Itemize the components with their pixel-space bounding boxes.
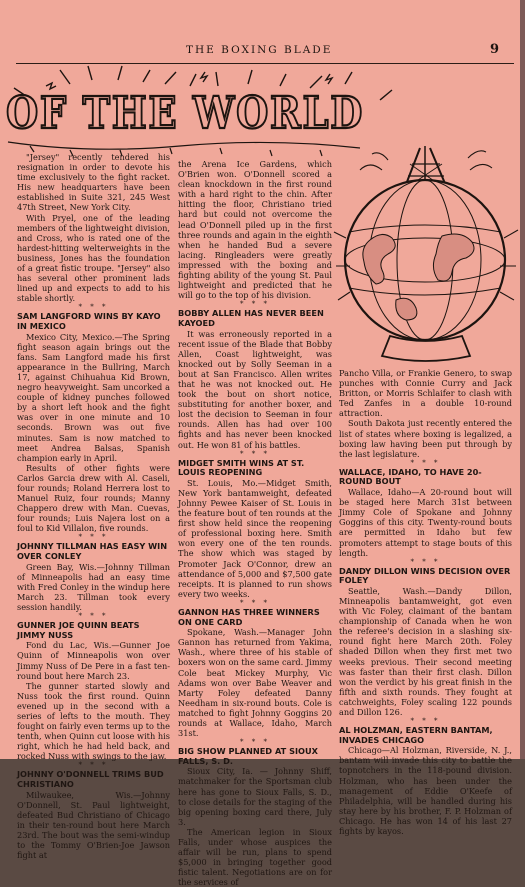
article-headline: MIDGET SMITH WINS AT ST. LOUIS REOPENING <box>178 457 305 478</box>
article-headline: GUNNER JOE QUINN BEATS JIMMY NUSS <box>17 620 140 640</box>
article-paragraph: Results of other fights were Carlos Garcia drew with Al. Caseli, four rounds; Roland Herrera lost to Manuel Ruiz, four rounds; Manny Chappero drew with Man. Cuevas, four rounds; Luis Najera lost on a foul to Kid Villalon, five rounds. <box>17 462 170 534</box>
article-headline: DANDY DILLON WINS DECISION OVER FOLEY <box>339 565 511 586</box>
article-headline: SAM LANGFORD WINS BY KAYO IN MEXICO <box>17 311 161 331</box>
running-title: THE BOXING BLADE <box>186 44 333 56</box>
column-3 <box>339 368 512 836</box>
article-paragraph: The gunner started slowly and Nuss took the first round. Quinn evened up in the second with a series of lefts to the mouth. They fought on fairly even terms up to the tenth, when Quinn cut loose with his right, which he had held back, and rocked Nuss with swings to the jaw. <box>17 680 170 762</box>
article-headline: JOHNNY TILLMAN HAS EASY WIN OVER CONLEY <box>17 541 168 562</box>
article-paragraph: St. Louis, Mo.—Midget Smith, New York bantamweight, defeated Johnny Pewee Kaiser of St. Louis in the feature bout of ten rounds at the first show held since the reopening of professional boxing here. Smith won every one of the ten rounds. The show which was staged by Promoter Jack O'Connor, drew an attendance of 5,000 and $7,500 gate receipts. It is planned to run shows every two weeks. <box>178 477 332 599</box>
section-divider: * * * <box>78 303 109 312</box>
article-paragraph: Milwaukee, Wis.—Johnny O'Donnell, St. Paul lightweight, defeated Bud Christiano of Chicago in their ten-round bout here March 23rd. The bout was the semi-windup to the Tommy O'Brien-Joe Jawson fight at <box>17 789 170 861</box>
column-1 <box>17 152 170 860</box>
banner-text: OF THE WORLD <box>6 88 364 139</box>
article-paragraph: Seattle, Wash.—Dandy Dillon, Minneapolis bantamweight, got even with Vic Foley, claimant of the bantam championship of Canada when he won the referee's decision in a slashing six-round fight here March 20th. Foley shaded Dillon when they first met two weeks previous. Their second meeting was faster than their first clash. Dillon won the verdict by his great finish in the fifth and sixth rounds. They fought at catchweights, Foley scaling 122 pounds and Dillon 126. <box>339 585 512 717</box>
page-number: 9 <box>490 42 500 57</box>
globe-illustration <box>330 140 520 368</box>
article-headline: GANNON HAS THREE WINNERS ON ONE CARD <box>178 606 320 627</box>
running-head <box>0 44 520 58</box>
section-divider: * * * <box>410 458 441 467</box>
article-paragraph: South Dakota just recently entered the list of states where boxing is legalized, a boxing law having been put through by the last legislature. <box>339 418 512 459</box>
article-paragraph: Chicago—Al Holzman, Riverside, N. J., bantam will invade this city to battle the topnotchers in the 118-pound division. Holzman, who has been under the management of Eddie O'Keefe of Philadelphia, will be handled during his stay here by his brother, F. P. Holzman of Chicago. He has won 14 of his last 27 fights by kayos. <box>339 745 512 837</box>
article-headline: AL HOLZMAN, EASTERN BANTAM, INVADES CHICAGO <box>339 725 493 745</box>
section-divider: * * * <box>78 612 109 621</box>
article-headline: JOHNNY O'DONNELL TRIMS BUD CHRISTIANO <box>17 769 164 790</box>
section-divider: * * * <box>410 557 441 566</box>
section-divider: * * * <box>78 533 109 542</box>
article-headline: BIG SHOW PLANNED AT SIOUX FALLS, S. D. <box>178 746 318 766</box>
article-paragraph: It was erroneously reported in a recent issue of the Blade that Bobby Allen, Coast lightweight, was knocked out by Solly Seeman in a bout at San Francisco. Allen writes that he was not knocked out. He took the bout on short notice, substituting for another boxer, and lost the decision to Seeman in four rounds. Allen has had over 100 fights and has never been knocked out. He won 81 of his battles. <box>178 328 332 450</box>
article-paragraph: Mexico City, Mexico.—The Spring fight season again brings out the fans. Sam Langford made his first appearance in the Bullring, March 17, against Chihuahua Kid Brown, negro heavyweight. Sam uncorked a couple of kidney punches followed by a short left hook and the fight was over in one minute and 10 seconds. Brown was out five minutes. Sam is now matched to meet Andrea Balsas, Spanish champion early in April. <box>17 331 170 463</box>
article-paragraph: the Arena Ice Gardens, which O'Brien won. O'Donnell scored a clean knockdown in the first round with a hard right to the chin. After hitting the floor, Christiano tried hard but could not overcome the lead O'Donnell piled up in the first three rounds and again in the eighth when he handed Bud a severe lacing. Ringleaders were greatly impressed with the boxing and fighting ability of the young St. Paul lightweight and predicted that he will go to the top of his division. <box>178 159 332 301</box>
article-paragraph: Green Bay, Wis.—Johnny Tillman of Minneapolis had an easy time with Fred Conley in the windup here March 23. Tillman took every session handily. <box>17 561 170 613</box>
header-rule <box>16 63 514 64</box>
article-paragraph: Wallace, Idaho—A 20-round bout will be staged here March 31st between Jimmy Cole of Spokane and Johnny Goggins of this city. Twenty-round bouts are permitted in Idaho but few promoters attempt to stage bouts of this length. <box>339 487 512 558</box>
book-binding <box>520 0 525 759</box>
section-divider: * * * <box>240 449 270 458</box>
section-divider: * * * <box>240 598 270 607</box>
article-headline: WALLACE, IDAHO, TO HAVE 20-ROUND BOUT <box>339 466 482 487</box>
section-divider: * * * <box>410 717 441 726</box>
section-divider: * * * <box>78 761 109 770</box>
article-paragraph: Spokane, Wash.—Manager John Gannon has returned from Yakima, Wash., where three of his stable of boxers won on the same card. Jimmy Cole beat Mickey Murphy, Vic Adams won over Babe Weaver and Marty Foley defeated Danny Needham in six-round bouts. Cole is matched to fight Johnny Goggins 20 rounds at Wallace, Idaho, March 31st. <box>178 627 332 739</box>
article-paragraph: Fond du Lac, Wis.—Gunner Joe Quinn of Minneapolis won over Jimmy Nuss of De Pere in a fast ten-round bout here March 23. <box>17 640 170 681</box>
article-paragraph: "Jersey" recently tendered his resignation in order to devote his time exclusively to the fight racket. His new headquarters have been established in Suite 321, 245 West 47th Street, New York City. <box>17 152 170 213</box>
article-paragraph: Pancho Villa, or Frankie Genero, to swap punches with Connie Curry and Jack Britton, or Morris Schlaifer to clash with Ted Zanfes in a double 10-round attraction. <box>339 368 512 419</box>
section-divider: * * * <box>240 738 270 747</box>
article-paragraph: With Pryel, one of the leading members of the lightweight division, and Cross, who is rated one of the hardest-hitting welterweights in the business, Jones has the foundation of a great fistic troupe. "Jersey" also has several other prominent lads lined up and expects to add to his stable shortly. <box>17 212 170 304</box>
article-headline: BOBBY ALLEN HAS NEVER BEEN KAYOED <box>178 308 324 328</box>
column-2 <box>178 159 332 887</box>
article-paragraph: The American legion in Sioux Falls, under whose auspices the affair will be run, plans to spend $5,000 in bringing together good fistic talent. Negotiations are on for the services of <box>178 826 332 887</box>
article-paragraph: Sioux City, Ia. — Johnny Shiff, matchmaker for the Sportsman club here has gone to Sioux Falls, S. D., to close details for the staging of the big opening boxing card there, July 3. <box>178 766 332 827</box>
section-divider: * * * <box>240 300 270 309</box>
